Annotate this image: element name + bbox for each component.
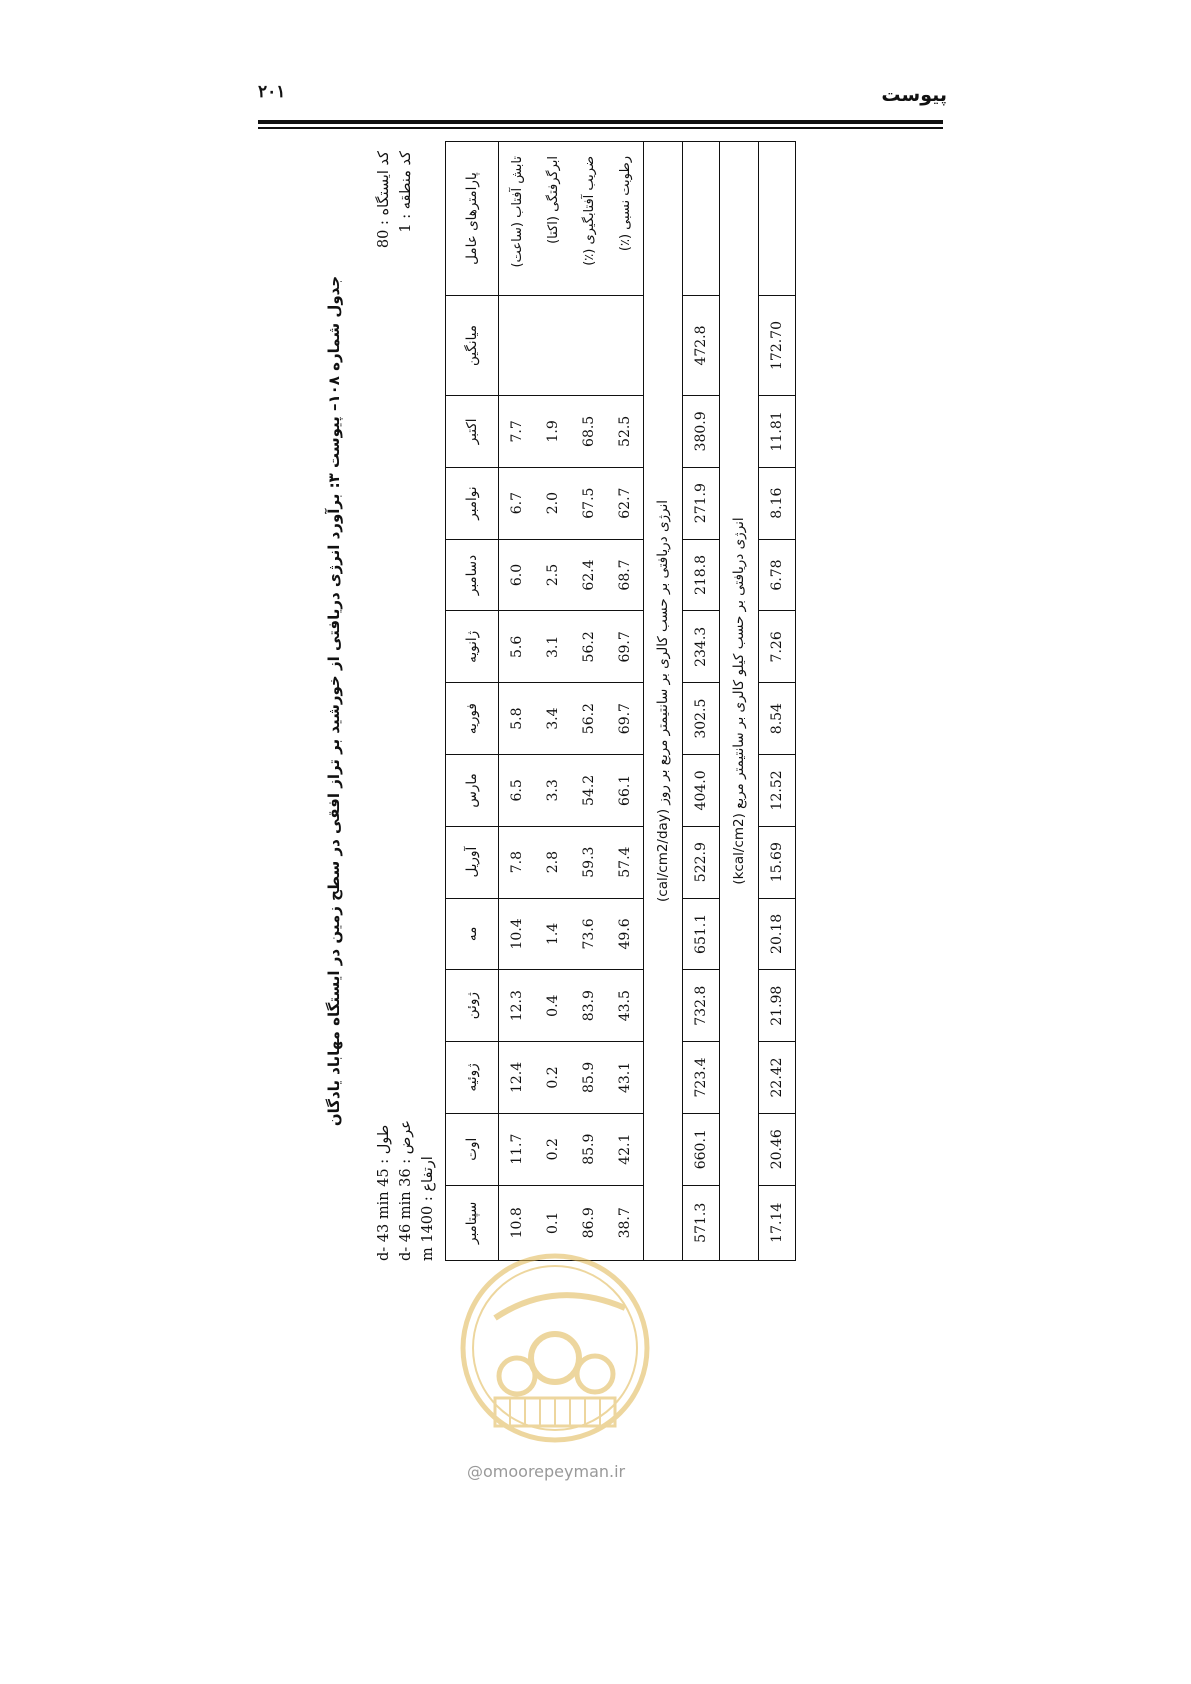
table-cell: 7.26 bbox=[759, 611, 796, 683]
table-cell: 56.2 bbox=[571, 611, 607, 683]
table-cell: 68.7 bbox=[607, 539, 644, 611]
section-title: پیوست bbox=[881, 84, 947, 106]
table-cell: 22.42 bbox=[759, 1042, 796, 1114]
table-cell: 522.9 bbox=[683, 826, 720, 898]
header-month: نوامبر bbox=[446, 467, 499, 539]
header-month: فوریه bbox=[446, 683, 499, 755]
table-cell: 12.52 bbox=[759, 755, 796, 827]
table-title: جدول شماره ۱۰۸– پیوست ۳: برآورد انرژی دریافتی از خورشید بر تراز افقی در سطح زمین در ایستگاه مهاباد یادگان bbox=[325, 275, 343, 1127]
empty-cell bbox=[683, 142, 720, 296]
table-cell: 218.8 bbox=[683, 539, 720, 611]
table-cell: 12.4 bbox=[499, 1042, 536, 1114]
table-cell: 86.9 bbox=[571, 1185, 607, 1260]
header-month: اکتبر bbox=[446, 396, 499, 468]
table-cell: 49.6 bbox=[607, 898, 644, 970]
table-cell: 10.8 bbox=[499, 1185, 536, 1260]
mean-cell-empty bbox=[571, 296, 607, 396]
table-cell: 723.4 bbox=[683, 1042, 720, 1114]
table-header-row bbox=[446, 142, 499, 1261]
table-cell: 7.7 bbox=[499, 396, 536, 468]
table-cell: 0.2 bbox=[535, 1042, 571, 1114]
header-month: مارس bbox=[446, 755, 499, 827]
table-cell: 6.5 bbox=[499, 755, 536, 827]
param-name: رطوبت نسبی (٪) bbox=[607, 142, 644, 296]
table-row bbox=[499, 142, 536, 1261]
table-cell: 52.5 bbox=[607, 396, 644, 468]
header-month: ژوئن bbox=[446, 970, 499, 1042]
header-month: دسامبر bbox=[446, 539, 499, 611]
kcal-mean: 172.70 bbox=[759, 296, 796, 396]
table-cell: 11.7 bbox=[499, 1113, 536, 1185]
table-row bbox=[535, 142, 571, 1261]
table-cell: 21.98 bbox=[759, 970, 796, 1042]
table-row bbox=[607, 142, 644, 1261]
cal-mean: 472.8 bbox=[683, 296, 720, 396]
table-cell: 20.46 bbox=[759, 1113, 796, 1185]
table-cell: 69.7 bbox=[607, 683, 644, 755]
table-cell: 67.5 bbox=[571, 467, 607, 539]
watermark-logo bbox=[455, 1248, 655, 1448]
table-cell: 404.0 bbox=[683, 755, 720, 827]
table-cell: 3.1 bbox=[535, 611, 571, 683]
table-cell: 17.14 bbox=[759, 1185, 796, 1260]
cal-caption: انرژی دریافتی بر حسب کالری بر سانتیمتر مربع بر روز (cal/cm2/day) bbox=[644, 142, 683, 1261]
table-cell: 20.18 bbox=[759, 898, 796, 970]
kcal-values-row bbox=[759, 142, 796, 1261]
table-cell: 15.69 bbox=[759, 826, 796, 898]
table-cell: 0.4 bbox=[535, 970, 571, 1042]
table-cell: 62.4 bbox=[571, 539, 607, 611]
table-cell: 3.4 bbox=[535, 683, 571, 755]
station-coordinates bbox=[373, 1001, 439, 1261]
header-rule-thick bbox=[258, 120, 943, 124]
table-cell: 1.4 bbox=[535, 898, 571, 970]
header-rule-thin bbox=[258, 127, 943, 129]
table-cell: 56.2 bbox=[571, 683, 607, 755]
table-cell: 5.8 bbox=[499, 683, 536, 755]
table-cell: 380.9 bbox=[683, 396, 720, 468]
coord-latitude: عرض : 36 d- 46 min bbox=[398, 1120, 414, 1261]
table-cell: 57.4 bbox=[607, 826, 644, 898]
header-month: ژوئیه bbox=[446, 1042, 499, 1114]
table-cell: 85.9 bbox=[571, 1042, 607, 1114]
table-cell: 0.1 bbox=[535, 1185, 571, 1260]
mean-cell-empty bbox=[535, 296, 571, 396]
region-code: کد منطقه : 1 bbox=[398, 151, 414, 233]
header-param: پارامترهای عامل bbox=[446, 142, 499, 296]
table-cell: 66.1 bbox=[607, 755, 644, 827]
table-cell: 68.5 bbox=[571, 396, 607, 468]
param-name: ضریب آفتابگیری (٪) bbox=[571, 142, 607, 296]
table-cell: 54.2 bbox=[571, 755, 607, 827]
station-codes bbox=[373, 151, 417, 351]
header-month: اوت bbox=[446, 1113, 499, 1185]
coord-longitude: طول : 45 d- 43 min bbox=[376, 1124, 392, 1261]
param-name: تابش آفتاب (ساعت) bbox=[499, 142, 536, 296]
table-cell: 73.6 bbox=[571, 898, 607, 970]
station-code: کد ایستگاه : 80 bbox=[376, 151, 392, 249]
cal-values-row bbox=[683, 142, 720, 1261]
param-name: ابرگرفتگی (اکتا) bbox=[535, 142, 571, 296]
header-month: مه bbox=[446, 898, 499, 970]
table-cell: 271.9 bbox=[683, 467, 720, 539]
table-cell: 571.3 bbox=[683, 1185, 720, 1260]
mean-cell-empty bbox=[607, 296, 644, 396]
header-mean: میانگین bbox=[446, 296, 499, 396]
cal-caption-row bbox=[644, 142, 683, 1261]
watermark-site: @omoorepeyman.ir bbox=[467, 1462, 626, 1481]
coord-elevation: ارتفاع : 1400 m bbox=[420, 1156, 436, 1261]
table-cell: 3.3 bbox=[535, 755, 571, 827]
empty-cell bbox=[759, 142, 796, 296]
kcal-caption-row bbox=[720, 142, 759, 1261]
table-cell: 59.3 bbox=[571, 826, 607, 898]
energy-table bbox=[445, 141, 796, 1261]
table-cell: 2.0 bbox=[535, 467, 571, 539]
mean-cell-empty bbox=[499, 296, 536, 396]
table-cell: 6.0 bbox=[499, 539, 536, 611]
table-cell: 5.6 bbox=[499, 611, 536, 683]
table-cell: 38.7 bbox=[607, 1185, 644, 1260]
table-row bbox=[571, 142, 607, 1261]
table-cell: 85.9 bbox=[571, 1113, 607, 1185]
table-cell: 302.5 bbox=[683, 683, 720, 755]
table-cell: 69.7 bbox=[607, 611, 644, 683]
table-cell: 11.81 bbox=[759, 396, 796, 468]
kcal-caption: انرژی دریافتی بر حسب کیلو کالری بر سانتیمتر مربع (kcal/cm2) bbox=[720, 142, 759, 1261]
table-cell: 8.54 bbox=[759, 683, 796, 755]
table-cell: 6.7 bbox=[499, 467, 536, 539]
table-cell: 651.1 bbox=[683, 898, 720, 970]
header-month: آوریل bbox=[446, 826, 499, 898]
table-cell: 42.1 bbox=[607, 1113, 644, 1185]
header-month: سپتامبر bbox=[446, 1185, 499, 1260]
table-sheet bbox=[325, 141, 851, 1261]
table-cell: 0.2 bbox=[535, 1113, 571, 1185]
table-cell: 62.7 bbox=[607, 467, 644, 539]
table-cell: 660.1 bbox=[683, 1113, 720, 1185]
table-cell: 234.3 bbox=[683, 611, 720, 683]
table-cell: 83.9 bbox=[571, 970, 607, 1042]
table-cell: 6.78 bbox=[759, 539, 796, 611]
table-cell: 2.8 bbox=[535, 826, 571, 898]
table-cell: 10.4 bbox=[499, 898, 536, 970]
page-number: ۲۰۱ bbox=[258, 82, 286, 102]
table-cell: 12.3 bbox=[499, 970, 536, 1042]
table-cell: 732.8 bbox=[683, 970, 720, 1042]
table-cell: 8.16 bbox=[759, 467, 796, 539]
table-cell: 7.8 bbox=[499, 826, 536, 898]
table-cell: 2.5 bbox=[535, 539, 571, 611]
table-cell: 43.1 bbox=[607, 1042, 644, 1114]
header-month: ژانویه bbox=[446, 611, 499, 683]
table-cell: 43.5 bbox=[607, 970, 644, 1042]
table-cell: 1.9 bbox=[535, 396, 571, 468]
